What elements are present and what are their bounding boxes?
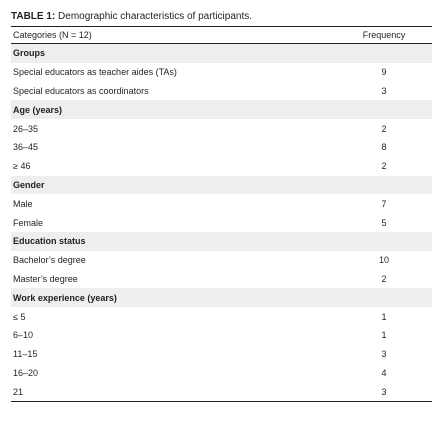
frequency-value: 1	[381, 311, 387, 322]
table-row	[11, 326, 432, 345]
frequency-value: 7	[381, 198, 387, 209]
category-label: 36–45	[13, 142, 39, 153]
category-label: Special educators as coordinators	[13, 85, 149, 96]
table-row	[11, 213, 432, 232]
group-label: Education status	[13, 236, 86, 247]
frequency-value: 1	[381, 330, 387, 341]
group-label: Gender	[13, 179, 45, 190]
table-row	[11, 251, 432, 270]
category-label: 26–35	[13, 123, 39, 134]
table-group-row	[11, 100, 432, 119]
table-group-row	[11, 288, 432, 307]
frequency-value: 2	[381, 273, 387, 284]
frequency-value: 2	[381, 161, 387, 172]
category-label: Master’s degree	[13, 273, 78, 284]
group-label: Work experience (years)	[13, 292, 117, 303]
frequency-value: 4	[381, 367, 387, 378]
table-body	[11, 44, 432, 401]
category-label: Female	[13, 217, 44, 228]
table-header-row	[11, 27, 432, 43]
table-row	[11, 382, 432, 401]
category-label: ≤ 5	[13, 311, 26, 322]
table-row	[11, 63, 432, 82]
category-label: ≥ 46	[13, 161, 31, 172]
header-categories: Categories (N = 12)	[13, 30, 92, 40]
table-group-row	[11, 176, 432, 195]
category-label: 21	[13, 386, 24, 397]
frequency-value: 3	[381, 85, 387, 96]
table-group-row	[11, 232, 432, 251]
frequency-value: 5	[381, 217, 387, 228]
group-label: Groups	[13, 48, 46, 59]
category-label: Bachelor’s degree	[13, 255, 86, 266]
category-label: Special educators as teacher aides (TAs)	[13, 67, 177, 78]
table-row	[11, 157, 432, 176]
frequency-value: 10	[378, 255, 389, 266]
category-label: Male	[13, 198, 33, 209]
table-row	[11, 138, 432, 157]
table-caption	[11, 10, 432, 26]
table-caption-label: TABLE 1:	[11, 11, 56, 22]
category-label: 16–20	[13, 367, 39, 378]
demographics-table	[11, 10, 432, 402]
table-group-row	[11, 44, 432, 63]
table-row	[11, 119, 432, 138]
frequency-value: 9	[381, 67, 387, 78]
header-frequency: Frequency	[362, 30, 406, 40]
frequency-value: 3	[381, 349, 387, 360]
table-row	[11, 270, 432, 289]
frequency-value: 3	[381, 386, 387, 397]
category-label: 11–15	[13, 349, 38, 360]
bottom-rule	[11, 401, 432, 402]
frequency-value: 8	[381, 142, 387, 153]
table-row	[11, 307, 432, 326]
table-row	[11, 345, 432, 364]
category-label: 6–10	[13, 330, 34, 341]
group-label: Age (years)	[13, 104, 63, 115]
frequency-value: 2	[381, 123, 387, 134]
table-row	[11, 364, 432, 383]
table-caption-text: Demographic characteristics of participants.	[55, 11, 253, 22]
table-row	[11, 82, 432, 101]
table-row	[11, 194, 432, 213]
